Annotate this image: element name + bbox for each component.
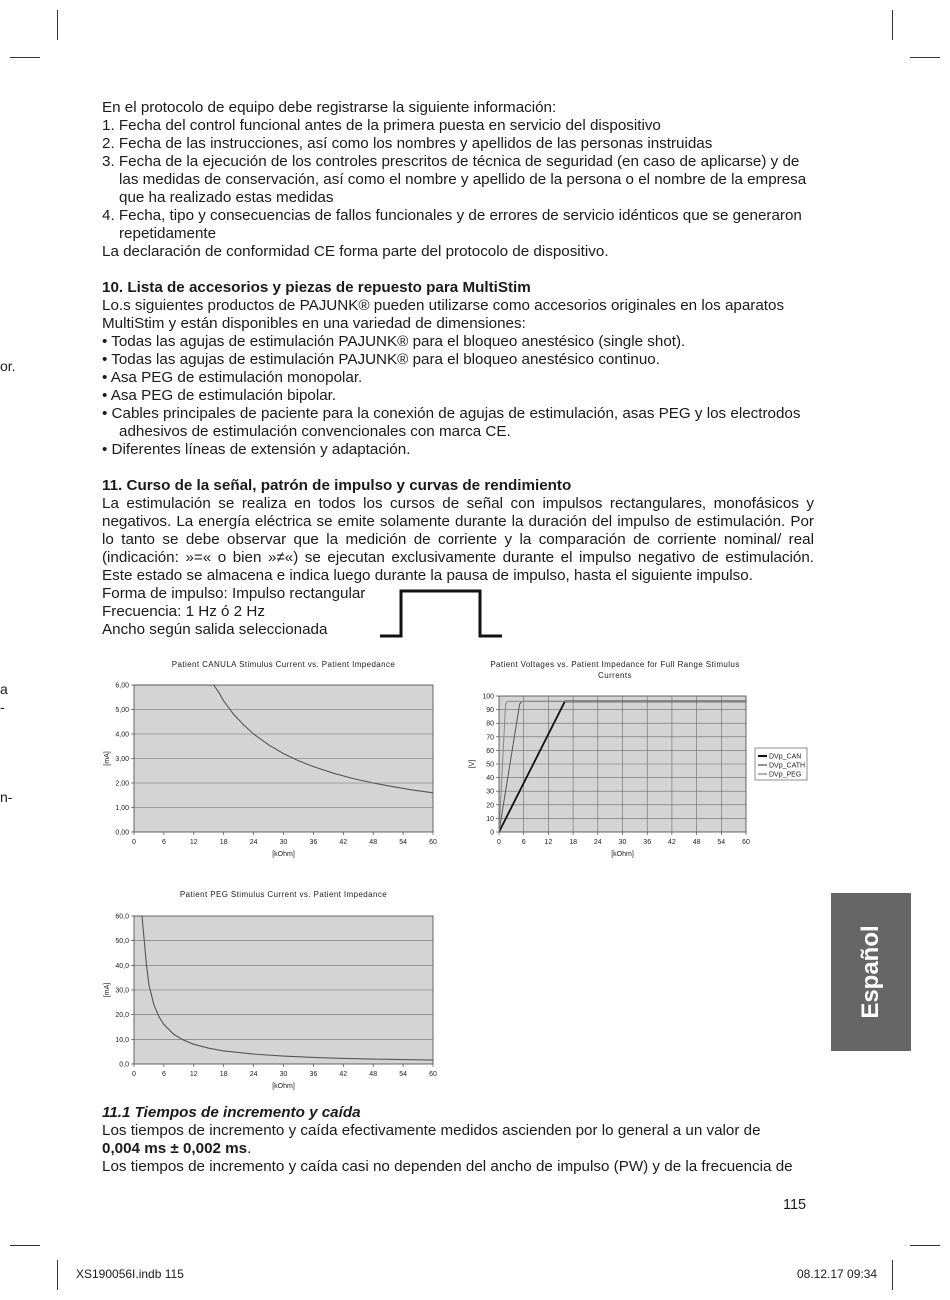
x-tick-label: 12 xyxy=(544,839,553,846)
x-tick-label: 18 xyxy=(219,839,228,846)
y-tick-label: 1,00 xyxy=(115,805,129,812)
x-tick-label: 30 xyxy=(618,839,627,846)
x-tick-label: 6 xyxy=(521,839,526,846)
x-tick-label: 24 xyxy=(249,1071,258,1078)
x-tick-label: 54 xyxy=(717,839,726,846)
y-tick-label: 40 xyxy=(486,775,494,783)
y-tick-label: 10,0 xyxy=(115,1036,129,1044)
y-tick-label: 100 xyxy=(482,693,494,701)
pulse-diagram xyxy=(378,588,508,642)
bullet-item: • Todas las agujas de estimulación PAJUNK® para el bloqueo anestésico continuo. xyxy=(102,351,660,368)
x-tick-label: 48 xyxy=(692,839,701,846)
section-11-heading: 11. Curso de la señal, patrón de impulso y curvas de rendimiento xyxy=(102,477,572,494)
intro-block xyxy=(102,99,814,639)
crop-mark xyxy=(57,1260,58,1290)
y-tick-label: 30 xyxy=(486,788,494,796)
x-tick-label: 36 xyxy=(309,1071,318,1078)
y-tick-label: 0,0 xyxy=(119,1061,129,1069)
footer-date: 08.12.17 09:34 xyxy=(797,1267,878,1281)
crop-mark xyxy=(892,1260,893,1290)
y-tick-label: 80 xyxy=(486,720,494,728)
bullet-item: • Asa PEG de estimulación bipolar. xyxy=(102,387,337,404)
y-tick-label: 40,0 xyxy=(115,962,129,970)
y-tick-label: 2,00 xyxy=(115,780,129,788)
pulse-frequency: Frecuencia: 1 Hz ó 2 Hz xyxy=(102,603,265,620)
x-tick-label: 60 xyxy=(429,839,437,846)
y-axis-label: [mA] xyxy=(104,982,111,998)
legend-label: DVp_PEG xyxy=(769,771,802,779)
y-axis-label: [mA] xyxy=(104,751,111,766)
y-axis-label: [V] xyxy=(469,759,476,769)
x-tick-label: 30 xyxy=(279,839,288,846)
y-tick-label: 5,00 xyxy=(115,707,129,714)
crop-mark xyxy=(892,10,893,40)
bullet-item: • Diferentes líneas de extensión y adaptación. xyxy=(102,441,411,458)
margin-fragment: a xyxy=(0,681,8,697)
list-item: 4. Fecha, tipo y consecuencias de fallos funcionales y de errores de servicio idénticos que se generaron repetidamente xyxy=(102,207,802,242)
crop-mark xyxy=(57,10,58,40)
y-tick-label: 90 xyxy=(486,707,494,715)
x-tick-label: 54 xyxy=(399,1071,407,1078)
x-tick-label: 12 xyxy=(189,1071,198,1078)
language-tab-label: Español xyxy=(857,925,884,1019)
section-11-text: La estimulación se realiza en todos los cursos de señal con impulsos rectangulares, monofásicos y negativos. La energía eléctrica se emite solamente durante la duración del impulso de estimulación. Por lo tanto se debe observar que la medición de corriente y la comparación de corriente nominal/ real (indicación: »=« o bien »≠«) se ejecutan exclusivamente durante el impulso negativo de estimulación. Este estado se almacena e indica luego durante la pausa de impulso, hasta el siguiente impulso. xyxy=(102,495,814,584)
x-tick-label: 30 xyxy=(279,1071,288,1078)
language-tab xyxy=(831,893,911,1051)
chart-title: Patient PEG Stimulus Current vs. Patient Impedance xyxy=(179,890,388,899)
y-tick-label: 6,00 xyxy=(115,682,129,690)
bullet-item: • Asa PEG de estimulación monopolar. xyxy=(102,369,363,386)
y-tick-label: 20,0 xyxy=(115,1012,129,1020)
period: . xyxy=(247,1140,252,1157)
crop-mark xyxy=(910,57,940,58)
bullet-item: • Todas las agujas de estimulación PAJUNK® para el bloqueo anestésico (single shot). xyxy=(102,333,686,350)
x-tick-label: 0 xyxy=(132,839,136,846)
y-tick-label: 0 xyxy=(490,829,494,837)
y-tick-label: 50,0 xyxy=(115,938,129,946)
intro-lead: En el protocolo de equipo debe registrarse la siguiente información: xyxy=(102,99,557,116)
x-tick-label: 42 xyxy=(339,839,348,846)
x-tick-label: 60 xyxy=(429,1071,437,1078)
x-tick-label: 36 xyxy=(309,839,318,846)
crop-mark xyxy=(910,1245,940,1246)
chart-title: Patient CANULA Stimulus Current vs. Patient Impedance xyxy=(171,660,396,669)
bullet-item: • Cables principales de paciente para la conexión de agujas de estimulación, asas PEG y los electrodos adhesivos de estimulación convencionales con marca CE. xyxy=(102,405,801,440)
y-tick-label: 20 xyxy=(486,802,494,810)
y-tick-label: 50 xyxy=(486,761,494,769)
measured-value: 0,004 ms ± 0,002 ms xyxy=(102,1140,248,1157)
y-tick-label: 4,00 xyxy=(115,731,129,739)
section-11-1-line: Los tiempos de incremento y caída efectivamente medidos ascienden por lo general a un valor de xyxy=(102,1122,761,1139)
list-item: 2. Fecha de las instrucciones, así como los nombres y apellidos de las personas instruidas xyxy=(102,135,713,152)
section-11-1 xyxy=(102,1104,814,1176)
crop-mark xyxy=(10,1245,40,1246)
x-tick-label: 6 xyxy=(161,1071,166,1078)
chart-title: Patient Voltages vs. Patient Impedance for Full Range Stimulus Currents xyxy=(490,660,740,680)
x-axis-label: [kOhm] xyxy=(272,1083,295,1090)
x-tick-label: 60 xyxy=(742,839,750,846)
footer-file: XS190056I.indb 115 xyxy=(76,1267,184,1281)
x-tick-label: 0 xyxy=(132,1071,136,1078)
margin-fragment: or. xyxy=(0,358,16,374)
pulse-width: Ancho según salida seleccionada xyxy=(102,621,328,638)
y-tick-label: 3,00 xyxy=(115,756,129,763)
y-tick-label: 70 xyxy=(486,734,494,742)
x-tick-label: 48 xyxy=(369,1071,378,1078)
x-tick-label: 12 xyxy=(189,839,198,846)
section-11-1-heading: 11.1 Tiempos de incremento y caída xyxy=(102,1104,361,1121)
y-tick-label: 60 xyxy=(486,747,494,755)
chart-peg-current xyxy=(98,885,448,1095)
legend-label: DVp_CAN xyxy=(769,753,802,761)
x-axis-label: [kOhm] xyxy=(611,851,634,858)
x-axis-label: [kOhm] xyxy=(272,851,295,858)
x-tick-label: 54 xyxy=(399,839,407,846)
chart-canula-current xyxy=(98,655,448,865)
x-tick-label: 48 xyxy=(369,839,378,846)
margin-fragment: n- xyxy=(0,789,13,805)
x-tick-label: 42 xyxy=(339,1071,348,1078)
section-10-text: Lo.s siguientes productos de PAJUNK® pueden utilizarse como accesorios originales en los aparatos MultiStim y están disponibles en una variedad de dimensiones: xyxy=(102,297,785,332)
x-tick-label: 18 xyxy=(219,1071,228,1078)
y-tick-label: 30,0 xyxy=(115,987,129,995)
y-tick-label: 60,0 xyxy=(115,913,129,921)
list-item: 3. Fecha de la ejecución de los controles prescritos de técnica de seguridad (en caso de aplicarse) y de las medidas de conservación, así como el nombre y apellido de la persona o el nombre de la empresa que ha realizado estas medidas xyxy=(102,153,807,206)
x-tick-label: 6 xyxy=(161,839,166,846)
x-tick-label: 36 xyxy=(643,839,652,846)
y-tick-label: 0,00 xyxy=(115,829,129,837)
legend-label: DVp_CATH xyxy=(769,762,806,770)
x-tick-label: 18 xyxy=(569,839,577,846)
pulse-form: Forma de impulso: Impulso rectangular xyxy=(102,585,366,602)
section-11-1-value-line xyxy=(102,1140,814,1158)
list-item: 1. Fecha del control funcional antes de la primera puesta en servicio del dispositivo xyxy=(102,117,661,134)
margin-fragment: - xyxy=(0,699,5,715)
x-tick-label: 24 xyxy=(593,839,602,846)
page-number: 115 xyxy=(783,1197,807,1213)
section-11-1-line: Los tiempos de incremento y caída casi no dependen del ancho de impulso (PW) y de la frecuencia de xyxy=(102,1158,793,1175)
intro-closing: La declaración de conformidad CE forma parte del protocolo de dispositivo. xyxy=(102,243,609,260)
chart-patient-voltages xyxy=(465,655,815,865)
crop-mark xyxy=(10,57,40,58)
x-tick-label: 24 xyxy=(249,839,258,846)
x-tick-label: 42 xyxy=(668,839,676,846)
y-tick-label: 10 xyxy=(486,815,494,823)
x-tick-label: 0 xyxy=(497,839,501,846)
section-10-heading: 10. Lista de accesorios y piezas de repuesto para MultiStim xyxy=(102,279,531,296)
